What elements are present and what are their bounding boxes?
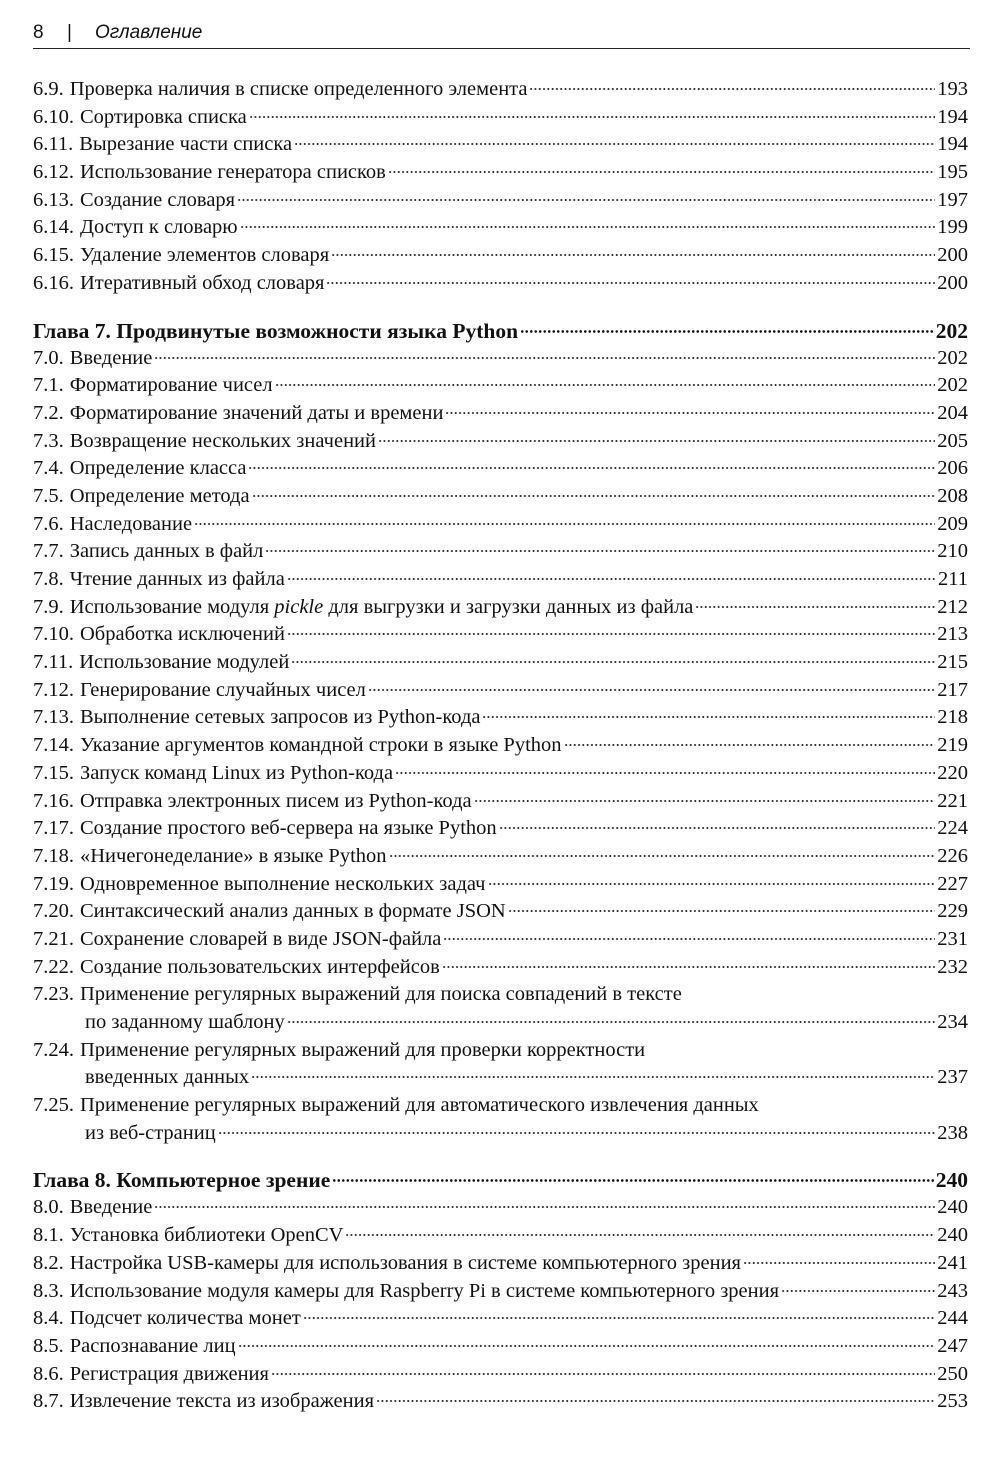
entry-title: Создание пользовательских интерфейсов (80, 955, 440, 978)
dot-leader (743, 1262, 935, 1264)
entry-title: Выполнение сетевых запросов из Python-кода (80, 706, 481, 729)
dot-leader (331, 254, 935, 256)
toc-entry[interactable] (33, 1250, 968, 1278)
dot-leader (445, 412, 935, 414)
entry-page: 194 (937, 105, 968, 128)
toc-entry[interactable] (33, 76, 968, 104)
entry-page: 238 (937, 1121, 968, 1144)
entry-title: Применение регулярных выражений для проверки корректности (80, 1038, 646, 1061)
entry-title: Запись данных в файл (69, 540, 264, 563)
dot-leader (389, 855, 936, 857)
dot-leader (291, 661, 935, 663)
entry-title: Использование модуля камеры для Raspberry Pi в системе компьютерного зрения (69, 1279, 780, 1302)
header-separator: | (67, 22, 72, 43)
entry-title: Генерирование случайных чисел (80, 678, 366, 701)
dot-leader (265, 550, 935, 552)
toc-entry[interactable] (33, 1278, 968, 1306)
entry-title: Доступ к словарю (80, 216, 238, 239)
entry-title: Наследование (69, 512, 193, 535)
entry-page: 240 (937, 1224, 968, 1247)
entry-title: Применение регулярных выражений для автоматического извлечения данных (80, 1094, 759, 1117)
entry-number: 7.11. (33, 651, 74, 674)
entry-page: 193 (937, 78, 968, 100)
entry-number: 8.2. (33, 1251, 64, 1274)
toc-entry[interactable] (33, 621, 968, 649)
entry-page: 206 (937, 457, 968, 480)
dot-leader (240, 226, 936, 228)
toc-entry[interactable] (33, 732, 968, 760)
toc-entry[interactable] (33, 1305, 968, 1333)
dot-leader (529, 88, 935, 90)
entry-page: 221 (937, 789, 968, 812)
entry-page: 231 (937, 927, 968, 950)
entry-page: 250 (937, 1362, 968, 1385)
running-title: Оглавление (95, 22, 203, 43)
toc-entry[interactable] (33, 815, 968, 843)
toc-entry[interactable] (33, 926, 968, 954)
toc-chapter-heading[interactable] (33, 317, 968, 345)
entry-number: 7.1. (33, 374, 64, 397)
chapter-page: 240 (935, 1168, 968, 1193)
entry-page: 244 (937, 1307, 968, 1330)
dot-leader (154, 357, 935, 359)
entry-number: 7.13. (33, 706, 74, 729)
entry-page: 219 (937, 734, 968, 757)
entry-number: 6.9. (33, 78, 64, 100)
toc-entry[interactable] (33, 594, 968, 622)
toc-entry[interactable] (33, 400, 968, 428)
toc-entry[interactable] (33, 981, 968, 1036)
entry-title: Удаление элементов словаря (80, 244, 330, 267)
toc-entry[interactable] (33, 187, 968, 215)
entry-page: 226 (937, 844, 968, 867)
entry-title: Регистрация движения (69, 1362, 269, 1385)
dot-leader (508, 910, 936, 912)
entry-title: Установка библиотеки OpenCV (69, 1224, 344, 1247)
dot-leader (376, 1400, 935, 1402)
toc-entry[interactable] (33, 1222, 968, 1250)
entry-title: Подсчет количества монет (69, 1307, 301, 1330)
entry-title: Синтаксический анализ данных в формате JSON (80, 900, 506, 923)
toc-entry[interactable] (33, 159, 968, 187)
entry-line-2 (33, 1009, 968, 1037)
entry-number: 6.14. (33, 216, 74, 239)
toc-entry[interactable] (33, 455, 968, 483)
entry-title: Определение метода (69, 484, 250, 507)
entry-page: 227 (937, 872, 968, 895)
toc-entry[interactable] (33, 1092, 968, 1147)
entry-title: Сохранение словарей в виде JSON-файла (80, 927, 442, 950)
entry-page: 237 (937, 1066, 968, 1089)
toc-entry[interactable] (33, 1388, 968, 1416)
entry-number: 7.18. (33, 844, 74, 867)
toc-entry[interactable] (33, 704, 968, 732)
toc-entry[interactable] (33, 1361, 968, 1389)
entry-title: Использование генератора списков (80, 161, 386, 184)
chapter-title: Глава 8. Компьютерное зрение (33, 1168, 331, 1193)
entry-page: 213 (937, 623, 968, 646)
entry-number: 8.4. (33, 1307, 64, 1330)
entry-title: Извлечение текста из изображения (69, 1390, 375, 1413)
module-name: pickle (274, 595, 324, 618)
toc-entry[interactable] (33, 104, 968, 132)
entry-number: 7.2. (33, 401, 64, 424)
entry-page: 253 (937, 1390, 968, 1413)
entry-page: 224 (937, 817, 968, 840)
entry-title: Указание аргументов командной строки в языке Python (80, 734, 562, 757)
entry-title: Введение (69, 346, 153, 369)
entry-number: 8.6. (33, 1362, 64, 1385)
dot-leader (194, 523, 935, 525)
entry-page: 215 (937, 651, 968, 674)
dot-leader (564, 744, 936, 746)
toc-entry[interactable] (33, 843, 968, 871)
entry-number: 7.12. (33, 678, 74, 701)
dot-leader (443, 938, 935, 940)
entry-number: 7.24. (33, 1038, 74, 1061)
toc-entry[interactable] (33, 566, 968, 594)
entry-number: 7.3. (33, 429, 64, 452)
entry-title: Применение регулярных выражений для поиска совпадений в тексте (80, 983, 682, 1006)
running-header (33, 22, 970, 49)
entry-number: 6.13. (33, 188, 74, 211)
dot-leader (388, 171, 935, 173)
dot-leader (218, 1132, 936, 1134)
entry-page: 209 (937, 512, 968, 535)
entry-page: 229 (937, 900, 968, 923)
toc-entry[interactable] (33, 898, 968, 926)
entry-page: 218 (937, 706, 968, 729)
entry-line-2 (33, 1120, 968, 1148)
dot-leader (474, 800, 936, 802)
toc-entry[interactable] (33, 649, 968, 677)
entry-line-2 (33, 1064, 968, 1092)
dot-leader (248, 467, 935, 469)
entry-number: 8.7. (33, 1390, 64, 1413)
dot-leader (287, 1021, 936, 1023)
entry-title (70, 594, 694, 622)
entry-page: 205 (937, 429, 968, 452)
entry-number: 6.16. (33, 271, 74, 294)
dot-leader (781, 1290, 935, 1292)
entry-number: 7.25. (33, 1094, 74, 1117)
entry-page: 200 (937, 271, 968, 294)
entry-number: 7.10. (33, 623, 74, 646)
entry-number: 8.3. (33, 1279, 64, 1302)
dot-leader (520, 330, 934, 333)
toc-entry[interactable] (33, 372, 968, 400)
dot-leader (345, 1234, 935, 1236)
dot-leader (249, 116, 935, 118)
entry-page: 232 (937, 955, 968, 978)
dot-leader (154, 1206, 935, 1208)
toc-entry[interactable] (33, 242, 968, 270)
entry-number: 7.14. (33, 734, 74, 757)
entry-number: 7.5. (33, 484, 64, 507)
toc-entry[interactable] (33, 214, 968, 242)
entry-page: 217 (937, 678, 968, 701)
entry-line-1 (33, 1037, 968, 1065)
entry-number: 8.0. (33, 1196, 64, 1219)
dot-leader (303, 1317, 935, 1319)
dot-leader (252, 495, 936, 497)
table-of-contents (33, 76, 968, 1416)
toc-entry[interactable] (33, 1037, 968, 1092)
dot-leader (326, 282, 935, 284)
dot-leader (271, 1373, 935, 1375)
entry-title: Форматирование чисел (69, 374, 273, 397)
dot-leader (237, 199, 935, 201)
entry-title-continued: по заданному шаблону (85, 1011, 285, 1033)
dot-leader (287, 633, 935, 635)
dot-leader (499, 827, 936, 829)
entry-title: Обработка исключений (80, 623, 285, 646)
entry-page: 208 (937, 484, 968, 507)
toc-entry[interactable] (33, 483, 968, 511)
entry-number: 8.5. (33, 1334, 64, 1357)
entry-number: 7.6. (33, 512, 64, 535)
entry-page: 247 (937, 1334, 968, 1357)
dot-leader (251, 1076, 935, 1078)
entry-title: Настройка USB-камеры для использования в системе компьютерного зрения (69, 1251, 741, 1274)
entry-number: 7.21. (33, 927, 74, 950)
toc-entry[interactable] (33, 270, 968, 298)
toc-entry[interactable] (33, 538, 968, 566)
toc-entry[interactable] (33, 677, 968, 705)
entry-title: Отправка электронных писем из Python-кода (80, 789, 472, 812)
dot-leader (378, 440, 935, 442)
dot-leader (275, 384, 936, 386)
entry-title: Использование модулей (79, 651, 290, 674)
entry-page: 212 (937, 595, 968, 618)
entry-title: Проверка наличия в списке определенного элемента (69, 78, 528, 100)
entry-number: 7.16. (33, 789, 74, 812)
entry-title: Введение (69, 1196, 153, 1219)
entry-title: Определение класса (69, 457, 247, 480)
entry-number: 7.7. (33, 540, 64, 563)
entry-page: 204 (937, 401, 968, 424)
chapter-page: 202 (935, 318, 968, 343)
toc-entry[interactable] (33, 788, 968, 816)
dot-leader (294, 143, 935, 145)
dot-leader (442, 966, 935, 968)
entry-number: 7.0. (33, 346, 64, 369)
entry-page: 202 (937, 374, 968, 397)
entry-page: 200 (937, 244, 968, 267)
dot-leader (395, 772, 935, 774)
toc-entry[interactable] (33, 871, 968, 899)
entry-page: 202 (937, 346, 968, 369)
toc-entry[interactable] (33, 1333, 968, 1361)
entry-number: 6.15. (33, 244, 74, 267)
entry-number: 7.23. (33, 983, 74, 1006)
entry-title: Итеративный обход словаря (80, 271, 325, 294)
entry-number: 7.20. (33, 900, 74, 923)
entry-line-1 (33, 1092, 968, 1120)
entry-title: Одновременное выполнение нескольких задач (80, 872, 486, 895)
entry-line-1 (33, 981, 968, 1009)
toc-entry[interactable] (33, 760, 968, 788)
entry-page: 211 (938, 568, 968, 590)
entry-number: 7.15. (33, 761, 74, 784)
entry-page: 234 (937, 1011, 968, 1033)
entry-number: 7.9. (33, 595, 64, 618)
entry-number: 6.12. (33, 161, 74, 184)
toc-entry[interactable] (33, 428, 968, 456)
entry-title: Создание простого веб-сервера на языке Python (80, 817, 497, 840)
entry-page: 241 (937, 1251, 968, 1274)
entry-title: Чтение данных из файла (69, 568, 285, 590)
dot-leader (368, 689, 935, 691)
entry-title-continued: введенных данных (85, 1066, 250, 1089)
toc-chapter-heading[interactable] (33, 1166, 968, 1194)
entry-page: 199 (937, 216, 968, 239)
entry-title: Создание словаря (80, 188, 236, 211)
dot-leader (482, 716, 935, 718)
dot-leader (488, 883, 936, 885)
entry-page: 195 (937, 161, 968, 184)
dot-leader (332, 1179, 933, 1182)
entry-page: 243 (937, 1279, 968, 1302)
entry-title: Возвращение нескольких значений (69, 429, 376, 452)
entry-number: 7.4. (33, 457, 64, 480)
entry-page: 197 (937, 188, 968, 211)
entry-number: 7.17. (33, 817, 74, 840)
entry-number: 7.22. (33, 955, 74, 978)
entry-page: 210 (937, 540, 968, 563)
entry-number: 6.11. (33, 133, 74, 156)
entry-title: Запуск команд Linux из Python-кода (80, 761, 394, 784)
dot-leader (695, 606, 935, 608)
toc-entry[interactable] (33, 954, 968, 982)
entry-page: 194 (937, 133, 968, 156)
toc-entry[interactable] (33, 345, 968, 373)
entry-page: 240 (937, 1196, 968, 1219)
entry-title-continued: из веб-страниц (85, 1121, 216, 1144)
entry-title: «Ничегонеделание» в языке Python (80, 844, 387, 867)
entry-title: Вырезание части списка (79, 133, 293, 156)
entry-number: 7.8. (33, 568, 64, 590)
dot-leader (287, 578, 936, 580)
toc-entry[interactable] (33, 131, 968, 159)
entry-number: 8.1. (33, 1224, 64, 1247)
entry-title: Форматирование значений даты и времени (69, 401, 444, 424)
dot-leader (238, 1345, 936, 1347)
entry-title-part: для выгрузки и загрузки данных из файла (328, 595, 694, 618)
toc-entry[interactable] (33, 511, 968, 539)
toc-entry[interactable] (33, 1194, 968, 1222)
chapter-title: Глава 7. Продвинутые возможности языка Python (33, 318, 519, 343)
entry-number: 7.19. (33, 872, 74, 895)
entry-number: 6.10. (33, 105, 74, 128)
entry-title: Распознавание лиц (69, 1334, 236, 1357)
entry-title: Сортировка списка (80, 105, 247, 128)
page-number: 8 (33, 22, 44, 43)
entry-title-part: Использование модуля (69, 595, 270, 618)
entry-page: 220 (937, 761, 968, 784)
